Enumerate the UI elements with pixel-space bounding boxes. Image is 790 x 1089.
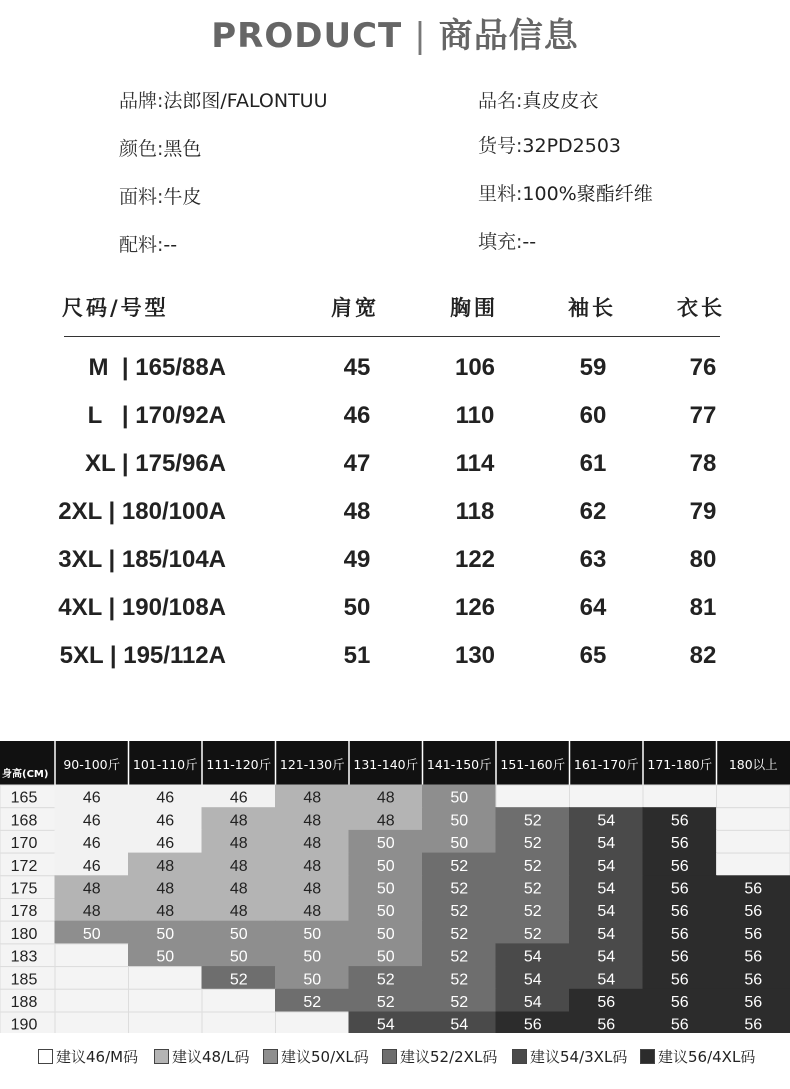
grid-cell-value: 52 [450, 925, 469, 943]
grid-cell-value: 54 [597, 948, 616, 966]
size-row [0, 594, 790, 634]
grid-cell-value: 56 [744, 925, 763, 943]
grid-cell-value: 56 [670, 948, 689, 966]
grid-cell [129, 967, 203, 990]
grid-cell-value: 48 [303, 812, 322, 830]
grid-height-label: 185 [10, 971, 38, 989]
grid-cell-value: 56 [670, 835, 689, 853]
grid-cell-value: 48 [229, 812, 248, 830]
title-separator: | [414, 16, 427, 56]
size-cell-value: 51 [343, 642, 371, 669]
size-row [0, 402, 790, 442]
grid-cell-value: 48 [303, 789, 322, 807]
grid-cell-value: 48 [303, 835, 322, 853]
grid-cell-value: 48 [229, 903, 248, 921]
grid-cell-value: 56 [670, 857, 689, 875]
size-cell-value: 81 [689, 594, 717, 621]
legend-swatch [154, 1049, 169, 1064]
size-cell-size: XL | 175/96A [84, 450, 226, 477]
grid-weight-label: 131-140斤 [353, 757, 419, 772]
grid-cell [55, 944, 129, 967]
grid-cell-value: 52 [523, 835, 542, 853]
grid-cell-value: 50 [303, 971, 322, 989]
grid-cell-value: 52 [450, 971, 469, 989]
grid-cell-value: 56 [670, 994, 689, 1011]
grid-cell-value: 48 [376, 812, 395, 830]
grid-cell-value: 54 [597, 880, 616, 898]
grid-cell-value: 52 [523, 903, 542, 921]
size-recommend-grid [0, 741, 790, 1038]
size-header-chest: 胸围 [450, 296, 498, 320]
size-cell-value: 76 [689, 354, 717, 381]
grid-cell-value: 56 [670, 971, 689, 989]
grid-cell-value: 52 [523, 812, 542, 830]
grid-cell-value: 50 [303, 925, 322, 943]
size-cell-value: 50 [343, 594, 371, 621]
grid-cell-value: 50 [376, 903, 395, 921]
info-color: 颜色:黑色 [119, 138, 202, 160]
grid-cell-value: 46 [156, 789, 175, 807]
grid-cell-value: 48 [229, 857, 248, 875]
grid-cell [129, 989, 203, 1012]
legend-label: 建议56/4XL码 [658, 1048, 756, 1066]
size-header-shoulder: 肩宽 [331, 296, 379, 320]
info-fabric: 面料:牛皮 [119, 186, 202, 208]
grid-cell-value: 50 [376, 835, 395, 853]
grid-cell-value: 54 [597, 925, 616, 943]
grid-cell-value: 50 [82, 925, 101, 943]
grid-weight-label: 121-130斤 [279, 757, 345, 772]
size-cell-value: 77 [689, 402, 717, 429]
grid-cell-value: 48 [156, 903, 175, 921]
size-cell-value: 64 [579, 594, 607, 621]
grid-weight-label: 141-150斤 [426, 757, 492, 772]
grid-cell-value: 46 [82, 857, 101, 875]
grid-cell [643, 785, 717, 808]
grid-cell [55, 967, 129, 990]
grid-cell-value: 56 [744, 994, 763, 1011]
page-title [0, 8, 790, 57]
size-row [0, 642, 790, 682]
grid-cell-value: 52 [450, 880, 469, 898]
grid-cell-value: 46 [156, 835, 175, 853]
size-row [0, 450, 790, 490]
size-cell-value: 49 [343, 546, 371, 573]
grid-cell-value: 56 [744, 948, 763, 966]
grid-cell [202, 1012, 276, 1033]
legend-item [640, 1046, 755, 1067]
grid-cell-value: 50 [376, 857, 395, 875]
grid-cell-value: 48 [303, 857, 322, 875]
grid-cell-value: 56 [597, 994, 616, 1011]
legend-label: 建议48/L码 [172, 1048, 250, 1066]
grid-cell-value: 54 [597, 971, 616, 989]
grid-cell [496, 785, 570, 808]
size-cell-value: 106 [454, 354, 496, 381]
grid-cell-value: 50 [376, 948, 395, 966]
grid-cell-value: 56 [744, 880, 763, 898]
grid-cell-value: 52 [450, 857, 469, 875]
size-header-size: 尺码/号型 [62, 296, 169, 320]
grid-height-label: 190 [10, 1016, 38, 1033]
size-cell-value: 60 [579, 402, 607, 429]
size-cell-value: 45 [343, 354, 371, 381]
grid-corner-label: 身高(CM) [2, 769, 49, 780]
legend-swatch [640, 1049, 655, 1064]
size-header-length: 衣长 [677, 296, 725, 320]
grid-cell [202, 989, 276, 1012]
grid-cell-value: 56 [670, 880, 689, 898]
grid-cell [55, 1012, 129, 1033]
grid-weight-label: 111-120斤 [206, 757, 272, 772]
size-cell-size: 3XL | 185/104A [58, 546, 226, 573]
grid-cell-value: 52 [450, 994, 469, 1011]
size-cell-value: 46 [343, 402, 371, 429]
size-cell-value: 126 [454, 594, 496, 621]
size-header-sleeve: 袖长 [568, 296, 616, 320]
grid-cell-value: 48 [82, 903, 101, 921]
grid-cell-value: 56 [670, 1016, 689, 1033]
legend-item [382, 1046, 497, 1067]
grid-cell-value: 46 [156, 812, 175, 830]
grid-cell [717, 853, 790, 876]
grid-height-label: 175 [10, 880, 38, 898]
grid-cell-value: 48 [303, 903, 322, 921]
size-recommend-svg [0, 741, 790, 1033]
size-cell-size: 5XL | 195/112A [59, 642, 226, 669]
grid-cell-value: 52 [376, 994, 395, 1011]
grid-cell-value: 48 [82, 880, 101, 898]
grid-weight-label: 151-160斤 [500, 757, 566, 772]
grid-cell-value: 52 [523, 880, 542, 898]
size-cell-value: 114 [455, 450, 495, 477]
grid-cell-value: 48 [156, 857, 175, 875]
grid-cell-value: 54 [597, 835, 616, 853]
grid-cell-value: 54 [523, 994, 542, 1011]
info-brand: 品牌:法郎图/FALONTUU [119, 90, 328, 112]
grid-cell-value: 56 [744, 971, 763, 989]
grid-height-label: 168 [10, 812, 38, 830]
grid-cell-value: 50 [156, 948, 175, 966]
grid-cell-value: 50 [450, 789, 469, 807]
size-cell-value: 48 [343, 498, 371, 525]
size-row [0, 498, 790, 538]
grid-weight-label: 171-180斤 [647, 757, 713, 772]
grid-cell-value: 50 [229, 925, 248, 943]
grid-cell-value: 56 [670, 925, 689, 943]
grid-cell [570, 785, 644, 808]
grid-height-label: 183 [10, 948, 38, 966]
size-cell-size: L | 170/92A [87, 402, 226, 429]
size-header-divider [64, 336, 720, 337]
size-cell-value: 79 [689, 498, 717, 525]
info-trim: 配料:-- [119, 234, 178, 256]
grid-cell-value: 48 [156, 880, 175, 898]
size-cell-value: 130 [454, 642, 496, 669]
grid-cell-value: 52 [523, 925, 542, 943]
grid-height-label: 188 [10, 994, 38, 1011]
grid-cell-value: 56 [744, 903, 763, 921]
grid-cell [55, 989, 129, 1012]
legend-label: 建议52/2XL码 [400, 1048, 498, 1066]
grid-cell [129, 1012, 203, 1033]
grid-height-label: 170 [10, 835, 38, 853]
grid-height-label: 178 [10, 903, 38, 921]
grid-cell-value: 50 [156, 925, 175, 943]
legend-swatch [382, 1049, 397, 1064]
grid-cell-value: 52 [450, 948, 469, 966]
size-cell-value: 63 [579, 546, 607, 573]
grid-height-label: 180 [10, 925, 38, 943]
size-row [0, 354, 790, 394]
legend-item [263, 1046, 369, 1067]
grid-cell-value: 52 [376, 971, 395, 989]
size-cell-value: 122 [454, 546, 496, 573]
grid-cell-value: 48 [229, 835, 248, 853]
grid-cell [717, 830, 790, 853]
legend-swatch [263, 1049, 278, 1064]
grid-cell [717, 785, 790, 808]
title-en: PRODUCT [211, 16, 403, 56]
info-product-name: 品名:真皮皮衣 [478, 90, 599, 112]
size-cell-size: M | 165/88A [88, 354, 226, 381]
grid-cell-value: 46 [229, 789, 248, 807]
grid-cell-value: 46 [82, 812, 101, 830]
grid-cell-value: 52 [303, 994, 322, 1011]
size-cell-value: 110 [455, 402, 495, 429]
grid-weight-label: 180以上 [728, 757, 778, 772]
size-cell-value: 82 [689, 642, 717, 669]
size-cell-value: 118 [455, 498, 495, 525]
legend-item [512, 1046, 627, 1067]
grid-cell-value: 46 [82, 835, 101, 853]
grid-cell-value: 50 [450, 835, 469, 853]
size-cell-size: 2XL | 180/100A [58, 498, 226, 525]
grid-cell [276, 1012, 350, 1033]
grid-cell-value: 54 [523, 948, 542, 966]
grid-cell-value: 52 [450, 903, 469, 921]
grid-cell [717, 808, 790, 831]
grid-weight-label: 90-100斤 [63, 757, 121, 772]
info-item-number: 货号:32PD2503 [478, 135, 622, 157]
grid-cell-value: 56 [670, 812, 689, 830]
legend-swatch [512, 1049, 527, 1064]
grid-cell-value: 50 [376, 925, 395, 943]
size-cell-value: 59 [579, 354, 607, 381]
grid-cell-value: 50 [450, 812, 469, 830]
size-cell-value: 65 [579, 642, 607, 669]
legend-swatch [38, 1049, 53, 1064]
grid-cell-value: 56 [670, 903, 689, 921]
legend-item [154, 1046, 250, 1067]
grid-cell-value: 56 [597, 1016, 616, 1033]
size-cell-value: 62 [579, 498, 607, 525]
grid-cell-value: 54 [523, 971, 542, 989]
legend-label: 建议54/3XL码 [530, 1048, 628, 1066]
size-cell-value: 47 [343, 450, 371, 477]
grid-cell-value: 48 [229, 880, 248, 898]
grid-cell-value: 56 [523, 1016, 542, 1033]
size-cell-value: 61 [579, 450, 607, 477]
grid-cell-value: 50 [303, 948, 322, 966]
legend-item [38, 1046, 138, 1067]
grid-cell-value: 52 [523, 857, 542, 875]
info-lining: 里料:100%聚酯纤维 [478, 183, 653, 205]
size-cell-size: 4XL | 190/108A [58, 594, 226, 621]
grid-cell-value: 54 [597, 857, 616, 875]
legend-label: 建议50/XL码 [281, 1048, 369, 1066]
info-filling: 填充:-- [478, 231, 537, 253]
grid-cell-value: 56 [744, 1016, 763, 1033]
grid-cell-value: 54 [597, 903, 616, 921]
grid-height-label: 165 [10, 789, 38, 807]
grid-cell-value: 50 [376, 880, 395, 898]
grid-weight-label: 161-170斤 [573, 757, 639, 772]
grid-cell-value: 48 [376, 789, 395, 807]
title-cn: 商品信息 [438, 16, 579, 56]
size-cell-value: 78 [689, 450, 717, 477]
grid-height-label: 172 [10, 857, 38, 875]
grid-weight-label: 101-110斤 [132, 757, 198, 772]
grid-cell-value: 48 [303, 880, 322, 898]
legend-label: 建议46/M码 [56, 1048, 139, 1066]
grid-cell-value: 54 [450, 1016, 469, 1033]
grid-cell-value: 54 [376, 1016, 395, 1033]
size-cell-value: 80 [689, 546, 717, 573]
grid-cell-value: 46 [82, 789, 101, 807]
grid-cell-value: 54 [597, 812, 616, 830]
grid-cell-value: 50 [229, 948, 248, 966]
grid-cell-value: 52 [229, 971, 248, 989]
size-row [0, 546, 790, 586]
